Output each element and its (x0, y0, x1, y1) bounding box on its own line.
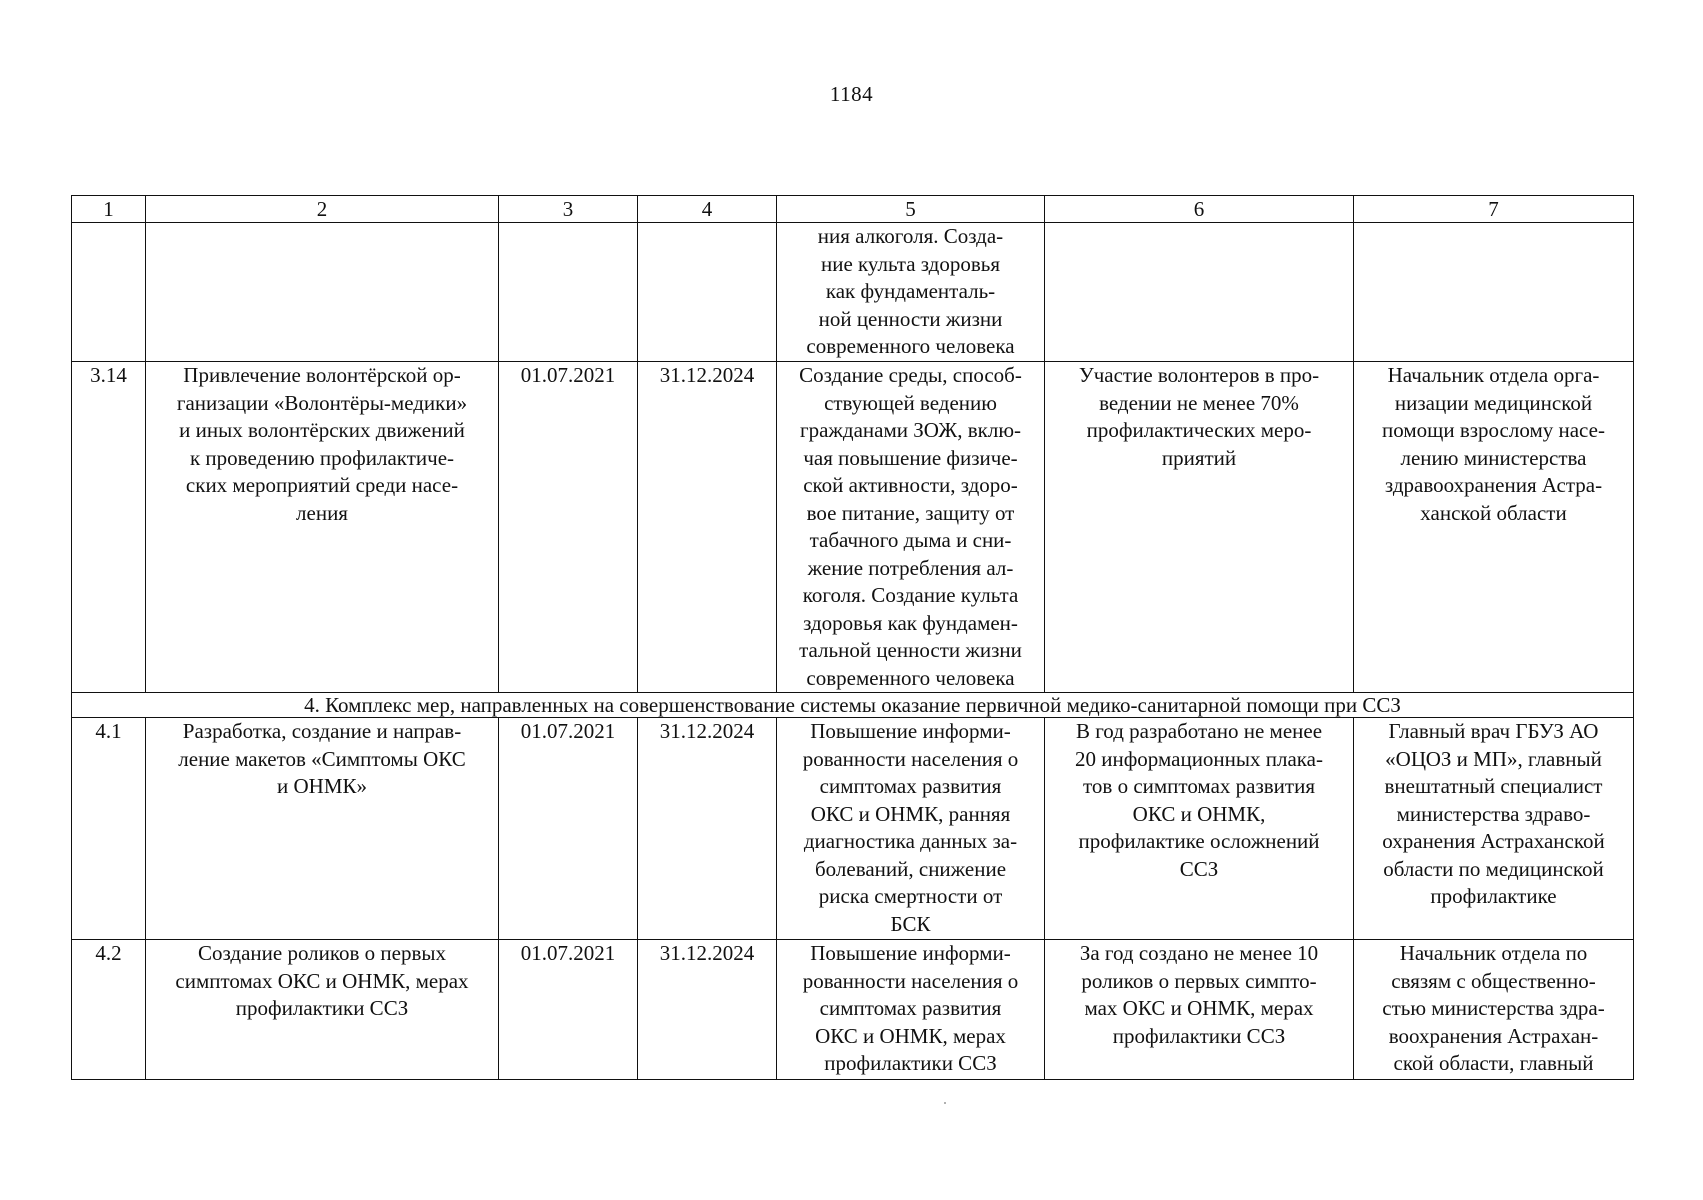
cell-indicator: Участие волонтеров в про- ведении не менее 70% профилактических меро- приятий (1045, 362, 1354, 693)
column-header: 2 (146, 196, 499, 223)
table-row-continuation (72, 223, 1634, 362)
cell-empty (499, 223, 638, 362)
cell-result: Создание среды, способ- ствующей ведению гражданами ЗОЖ, вклю- чая повышение физиче- ской активности, здоро- вое питание, защиту от табачного дыма и сни- жение потребления ал- коголя. Создание культа здоровья как фундамен- тальной ценности жизни современного человека (777, 362, 1045, 693)
cell-number: 4.2 (72, 940, 146, 1080)
cell-measure-name: Создание роликов о первых симптомах ОКС и ОНМК, мерах профилактики ССЗ (146, 940, 499, 1080)
table-header-row (72, 196, 1634, 223)
section-title: 4. Комплекс мер, направленных на совершенствование системы оказание первичной медико-санитарной помощи при ССЗ (72, 693, 1634, 718)
cell-end-date: 31.12.2024 (638, 718, 777, 940)
cell-end-date: 31.12.2024 (638, 362, 777, 693)
cell-start-date: 01.07.2021 (499, 940, 638, 1080)
cell-end-date: 31.12.2024 (638, 940, 777, 1080)
column-header: 4 (638, 196, 777, 223)
cell-empty (1045, 223, 1354, 362)
measures-table (71, 195, 1634, 1080)
cell-indicator: В год разработано не менее 20 информационных плака- тов о симптомах развития ОКС и ОНМК, профилактике осложнений ССЗ (1045, 718, 1354, 940)
cell-result: ния алкоголя. Созда- ние культа здоровья как фундаменталь- ной ценности жизни современного человека (777, 223, 1045, 362)
column-header: 5 (777, 196, 1045, 223)
cell-empty (72, 223, 146, 362)
cell-number: 3.14 (72, 362, 146, 693)
table-row-4-1 (72, 718, 1634, 940)
page-number: 1184 (829, 82, 874, 106)
cell-responsible: Начальник отдела орга- низации медицинской помощи взрослому насе- лению министерства здравоохранения Астра- ханской области (1354, 362, 1634, 693)
cell-result: Повышение информи- рованности населения о симптомах развития ОКС и ОНМК, мерах профилактики ССЗ (777, 940, 1045, 1080)
cell-start-date: 01.07.2021 (499, 718, 638, 940)
column-header: 1 (72, 196, 146, 223)
cell-indicator: За год создано не менее 10 роликов о первых симпто- мах ОКС и ОНМК, мерах профилактики ССЗ (1045, 940, 1354, 1080)
cell-start-date: 01.07.2021 (499, 362, 638, 693)
column-header: 3 (499, 196, 638, 223)
cell-measure-name: Привлечение волонтёрской ор- ганизации «Волонтёры-медики» и иных волонтёрских движений к проведению профилактиче- ских мероприятий среди насе- ления (146, 362, 499, 693)
cell-measure-name: Разработка, создание и направ- ление макетов «Симптомы ОКС и ОНМК» (146, 718, 499, 940)
cell-responsible: Главный врач ГБУЗ АО «ОЦОЗ и МП», главный внештатный специалист министерства здраво- охранения Астраханской области по медицинской профилактике (1354, 718, 1634, 940)
cell-number: 4.1 (72, 718, 146, 940)
scan-speck (944, 1102, 946, 1104)
cell-empty (1354, 223, 1634, 362)
column-header: 7 (1354, 196, 1634, 223)
cell-result: Повышение информи- рованности населения о симптомах развития ОКС и ОНМК, ранняя диагностика данных за- болеваний, снижение риска смертности от БСК (777, 718, 1045, 940)
table-row-3-14 (72, 362, 1634, 693)
table-row-4-2 (72, 940, 1634, 1080)
column-header: 6 (1045, 196, 1354, 223)
cell-empty (638, 223, 777, 362)
cell-empty (146, 223, 499, 362)
cell-responsible: Начальник отдела по связям с общественно- стью министерства здра- воохранения Астрахан- ской области, главный (1354, 940, 1634, 1080)
section-row-4 (72, 693, 1634, 718)
